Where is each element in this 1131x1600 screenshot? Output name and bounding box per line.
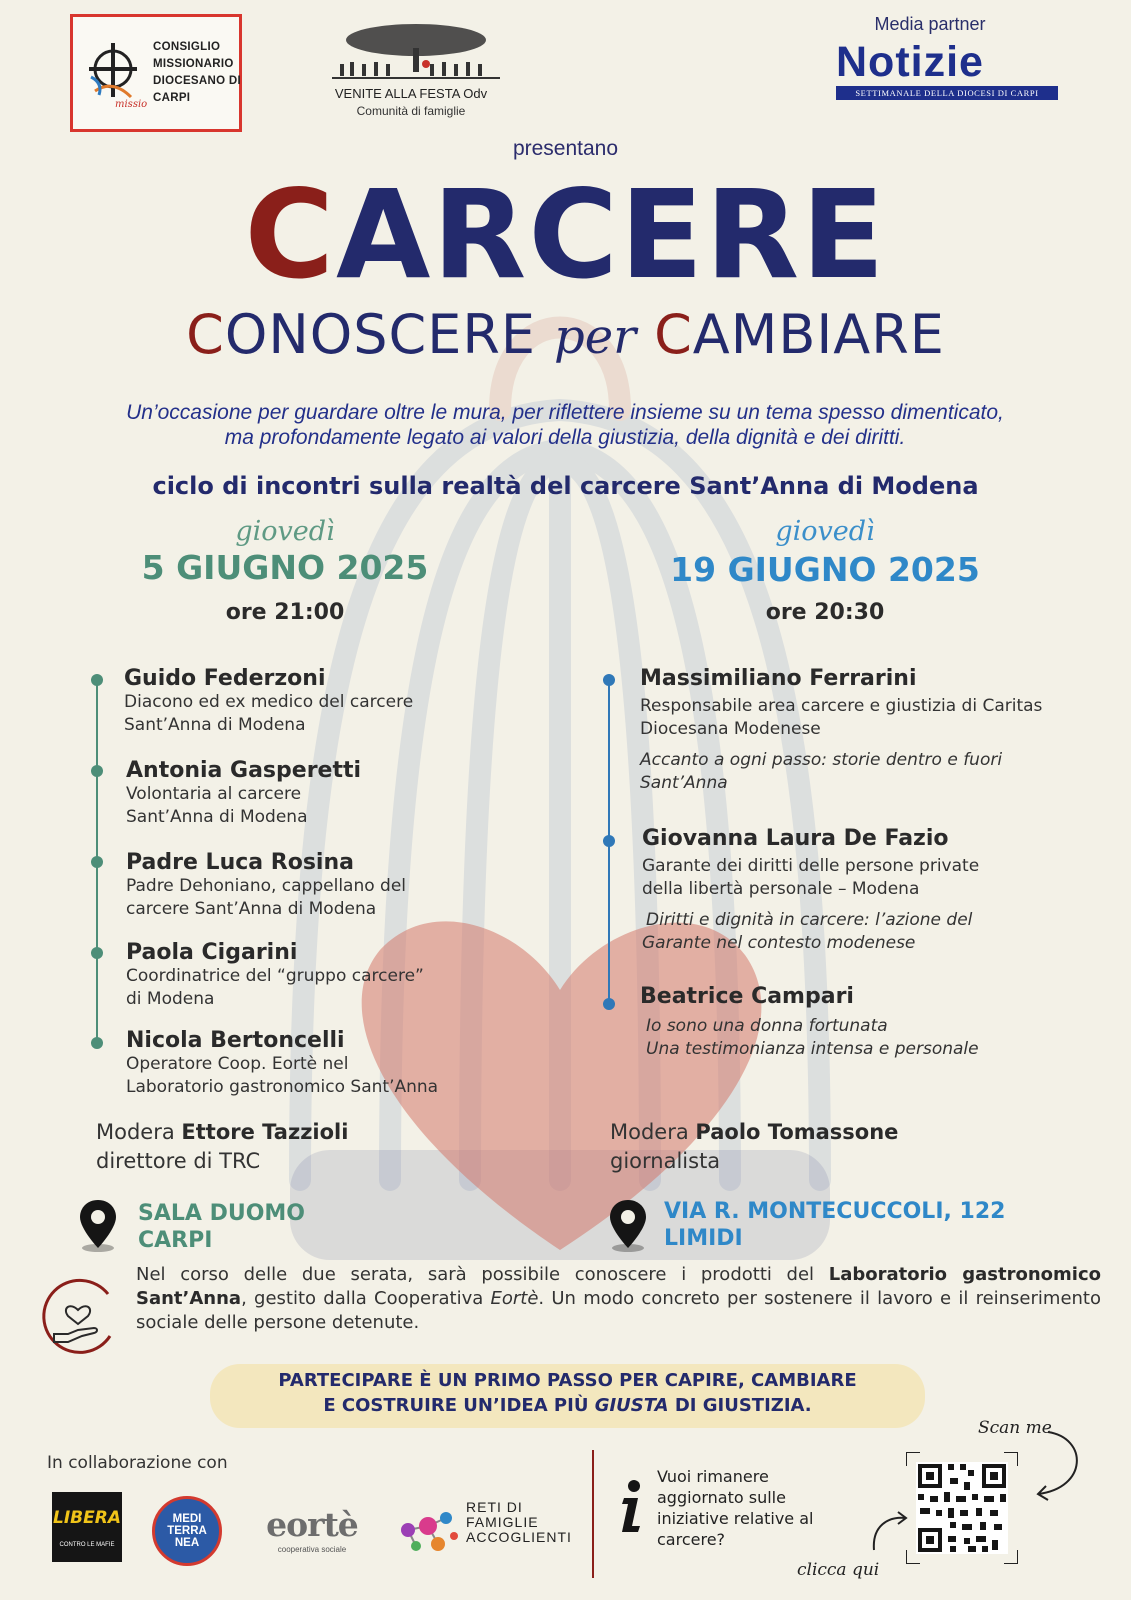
- right-venue: [664, 1198, 1084, 1252]
- speaker-talk-line1: Diritti e dignità in carcere: l’azione del: [646, 910, 973, 930]
- subtitle-c1: C: [186, 303, 225, 366]
- location-pin-icon: [608, 1198, 648, 1254]
- speaker-role-line1: Coordinatrice del “gruppo carcere”: [126, 966, 424, 986]
- speaker-beatrice: [640, 984, 1110, 1061]
- venue-line2: LIMIDI: [664, 1226, 743, 1251]
- speaker-name: Padre Luca Rosina: [126, 850, 354, 875]
- cta-line-2-italic: GIUSTA: [594, 1395, 669, 1416]
- speaker-antonia: [126, 758, 566, 829]
- missio-logo: [70, 14, 242, 132]
- subtitle: [0, 300, 1131, 372]
- intro-description: [20, 400, 1110, 450]
- lab-coop-name: Eortè: [490, 1288, 539, 1309]
- subtitle-per: per: [553, 309, 637, 365]
- venite-name: VENITE ALLA FESTA Odv: [334, 86, 488, 101]
- speaker-name: Paola Cigarini: [126, 940, 298, 965]
- subtitle-word1: ONOSCERE: [224, 303, 536, 366]
- speaker-role-line1: Diacono ed ex medico del carcere: [124, 692, 414, 712]
- scan-me-label: Scan me: [978, 1418, 1052, 1438]
- speaker-guido: [124, 666, 564, 737]
- collaboration-label: In collaborazione con: [47, 1453, 228, 1473]
- moderator-label: Modera: [610, 1120, 689, 1144]
- reti-famiglie-logo: RETI DI FAMIGLIE ACCOGLIENTI: [466, 1499, 572, 1545]
- footer-divider: [592, 1450, 594, 1578]
- venue-line2: CARPI: [138, 1228, 213, 1253]
- speaker-role-line2: Diocesana Modenese: [640, 719, 821, 739]
- mediterranea-logo: [152, 1496, 222, 1566]
- cycle-heading: ciclo di incontri sulla realtà del carcere Sant’Anna di Modena: [152, 472, 979, 500]
- speaker-name: Giovanna Laura De Fazio: [642, 826, 949, 851]
- speaker-name: Beatrice Campari: [640, 984, 854, 1009]
- speaker-role-line2: Laboratorio gastronomico Sant’Anna: [126, 1077, 439, 1097]
- moderator-label: Modera: [96, 1120, 175, 1144]
- eorte-subtitle: cooperativa sociale: [277, 1545, 347, 1554]
- lab-description: [136, 1263, 1101, 1335]
- speaker-talk-line1: Accanto a ogni passo: storie dentro e fuori: [640, 750, 1003, 770]
- moderator-name: Paolo Tomassone: [695, 1120, 899, 1144]
- right-date: 19 GIUGNO 2025: [670, 550, 980, 589]
- curved-arrow-icon: [1028, 1428, 1088, 1508]
- right-time: ore 20:30: [765, 600, 885, 625]
- subtitle-word2: AMBIARE: [692, 303, 945, 366]
- speaker-role-line1: Volontaria al carcere: [126, 784, 302, 804]
- subtitle-c2: C: [654, 303, 693, 366]
- left-moderator: [96, 1118, 496, 1176]
- mediterranea-name: MEDI TERRA NEA: [167, 1513, 207, 1549]
- libera-name: LIBERA: [53, 1508, 121, 1528]
- timeline-dot: [91, 856, 103, 868]
- venite-subtitle: Comunità di famiglie: [356, 104, 466, 118]
- missio-cross-icon: [85, 39, 145, 103]
- left-date: 5 GIUGNO 2025: [141, 548, 429, 587]
- speaker-name: Massimiliano Ferrarini: [640, 666, 917, 691]
- notizie-subtitle: SETTIMANALE DELLA DIOCESI DI CARPI: [836, 86, 1058, 100]
- speaker-nicola: [126, 1028, 566, 1099]
- moderator-role: giornalista: [610, 1149, 721, 1173]
- left-venue: [138, 1200, 438, 1254]
- speaker-role-line1: Operatore Coop. Eortè nel: [126, 1054, 349, 1074]
- title-rest: ARCERE: [336, 164, 887, 306]
- molecule-icon: [394, 1506, 464, 1556]
- speaker-name: Antonia Gasperetti: [126, 758, 362, 783]
- missio-org-name: CONSIGLIO MISSIONARIO DIOCESANO DI CARPI: [153, 41, 241, 104]
- cta-line-1: PARTECIPARE È UN PRIMO PASSO PER CAPIRE, CAMBIARE: [278, 1370, 857, 1391]
- intro-line-2: ma profondamente legato ai valori della giustizia, della dignità e dei diritti.: [224, 426, 906, 449]
- speaker-role-line1: Responsabile area carcere e giustizia di Caritas: [640, 696, 1043, 716]
- qr-code-image: [906, 1452, 1018, 1564]
- speaker-role-line2: della libertà personale – Modena: [642, 879, 920, 899]
- right-weekday: giovedì: [775, 516, 875, 547]
- presentano-label: presentano: [512, 137, 619, 160]
- speaker-talk-line2: Garante nel contesto modenese: [642, 933, 916, 953]
- moderator-name: Ettore Tazzioli: [181, 1120, 349, 1144]
- lab-text-part: , gestito dalla Cooperativa: [241, 1288, 491, 1309]
- tree-icon: [326, 18, 506, 84]
- lab-text-part: Nel corso delle due serata, sarà possibile conoscere i prodotti del: [136, 1264, 829, 1285]
- qr-code[interactable]: [906, 1452, 1018, 1564]
- main-title: [0, 165, 1131, 305]
- speaker-talk-line2: Sant’Anna: [640, 773, 728, 793]
- eorte-logo: eortè: [266, 1505, 358, 1544]
- timeline-dot: [91, 1037, 103, 1049]
- lab-text-part: . Un modo concreto per sostenere il lavoro e il reinserimento sociale delle persone detenute.: [136, 1288, 1101, 1333]
- left-time: ore 21:00: [225, 600, 345, 625]
- location-pin-icon: [78, 1198, 118, 1254]
- newsletter-prompt: Vuoi rimanere aggiornato sulle iniziative relative al carcere?: [657, 1467, 814, 1549]
- left-weekday: giovedì: [235, 516, 335, 547]
- heart-hand-icon: [38, 1276, 120, 1358]
- timeline-dot: [603, 674, 615, 686]
- cta-line-2a: E COSTRUIRE UN’IDEA PIÙ: [323, 1395, 595, 1416]
- speaker-talk-line2: Una testimonianza intensa e personale: [646, 1039, 979, 1059]
- speaker-paola: [126, 940, 566, 1011]
- speaker-name: Nicola Bertoncelli: [126, 1028, 345, 1053]
- lab-name: Laboratorio gastronomico Sant’Anna: [136, 1264, 1101, 1309]
- intro-line-1: Un’occasione per guardare oltre le mura, per riflettere insieme su un tema spesso dimenticato,: [126, 401, 1004, 424]
- timeline-dot: [91, 674, 103, 686]
- venue-line1: SALA DUOMO: [138, 1201, 305, 1226]
- right-moderator: [610, 1118, 1030, 1176]
- moderator-role: direttore di TRC: [96, 1149, 261, 1173]
- speaker-role-line1: Garante dei diritti delle persone private: [642, 856, 980, 876]
- speaker-role-line2: Sant’Anna di Modena: [126, 807, 308, 827]
- timeline-dot: [91, 765, 103, 777]
- speaker-giovanna: [642, 826, 1112, 955]
- title-first-letter: C: [244, 164, 337, 306]
- notizie-logo: Notizie: [836, 38, 984, 86]
- speaker-name: Guido Federzoni: [124, 666, 326, 691]
- speaker-massimiliano: [640, 666, 1110, 795]
- libera-logo: [52, 1492, 122, 1562]
- speaker-luca: [126, 850, 566, 921]
- speaker-role-line2: Sant’Anna di Modena: [124, 715, 306, 735]
- timeline-dot: [91, 947, 103, 959]
- speaker-role-line1: Padre Dehoniano, cappellano del: [126, 876, 407, 896]
- call-to-action: [150, 1368, 985, 1418]
- speaker-role-line2: carcere Sant’Anna di Modena: [126, 899, 377, 919]
- timeline-dot: [603, 835, 615, 847]
- venue-line1: VIA R. MONTECUCCOLI, 122: [664, 1199, 1006, 1224]
- speaker-role-line2: di Modena: [126, 989, 215, 1009]
- media-partner-label: Media partner: [874, 14, 986, 34]
- click-here-label: clicca qui: [797, 1560, 880, 1580]
- info-icon: [618, 1478, 646, 1534]
- speaker-talk-line1: Io sono una donna fortunata: [646, 1016, 888, 1036]
- missio-brand: missio: [115, 99, 148, 110]
- timeline-dot: [603, 998, 615, 1010]
- libera-sub: CONTRO LE MAFIE: [59, 1542, 115, 1548]
- cta-line-2b: DI GIUSTIZIA.: [668, 1395, 812, 1416]
